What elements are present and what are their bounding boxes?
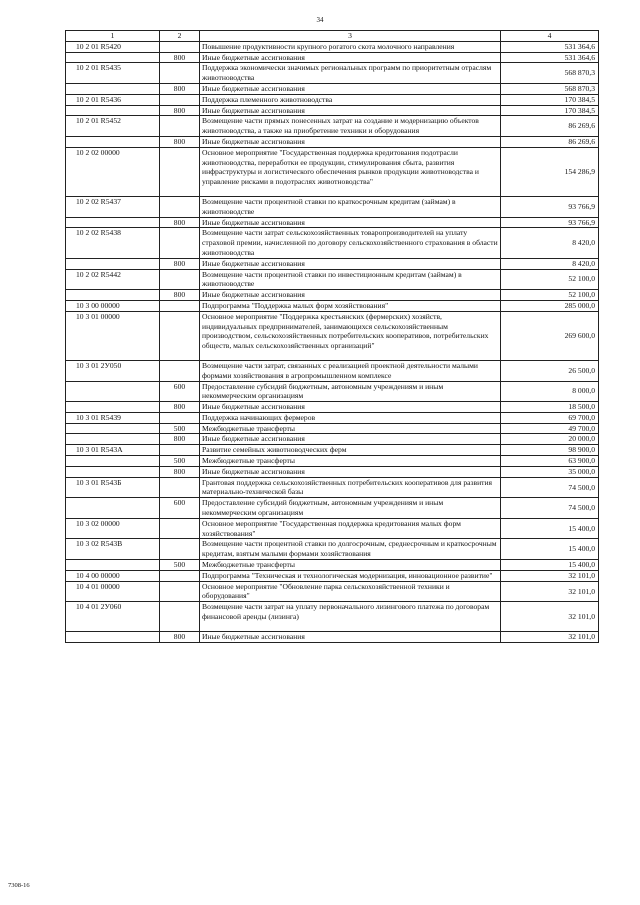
table-row — [66, 466, 599, 477]
row-amount: 8 420,0 — [501, 228, 599, 258]
row-expense-type: 800 — [160, 466, 200, 477]
row-code: 10 3 01 00000 — [66, 311, 160, 360]
row-amount: 32 101,0 — [501, 631, 599, 642]
table-row — [66, 196, 599, 217]
row-expense-type: 800 — [160, 434, 200, 445]
table-row — [66, 402, 599, 413]
row-amount: 285 000,0 — [501, 300, 599, 311]
table-row — [66, 412, 599, 423]
row-amount: 63 900,0 — [501, 456, 599, 467]
row-amount: 531 364,6 — [501, 41, 599, 52]
table-row — [66, 147, 599, 196]
row-amount: 93 766,9 — [501, 196, 599, 217]
row-description: Основное мероприятие "Государственная поддержка кредитования подотрасли животноводства, переработки ее продукции, стимулирования сбыта, развития инфраструктуры и логистического обеспечения рынков продукции животноводства и управление рисками в подотраслях животноводства" — [200, 147, 501, 196]
row-expense-type — [160, 412, 200, 423]
table-row — [66, 41, 599, 52]
table-row — [66, 63, 599, 84]
table-row — [66, 581, 599, 602]
row-expense-type — [160, 228, 200, 258]
row-amount: 86 269,6 — [501, 116, 599, 137]
row-amount: 74 500,0 — [501, 477, 599, 498]
table-row — [66, 105, 599, 116]
row-expense-type: 800 — [160, 105, 200, 116]
table-row — [66, 116, 599, 137]
row-expense-type: 800 — [160, 631, 200, 642]
row-description: Иные бюджетные ассигнования — [200, 258, 501, 269]
table-row — [66, 434, 599, 445]
row-description: Иные бюджетные ассигнования — [200, 631, 501, 642]
row-code: 10 3 01 R543А — [66, 445, 160, 456]
table-body — [66, 41, 599, 642]
row-description: Возмещение части прямых понесенных затрат на создание и модернизацию объектов животноводства, а также на приобретение техники и оборудования — [200, 116, 501, 137]
row-code — [66, 466, 160, 477]
row-description: Возмещение части затрат на уплату первоначального лизингового платежа по договорам финансовой аренды (лизинга) — [200, 602, 501, 632]
row-code: 10 2 01 R5435 — [66, 63, 160, 84]
table-row — [66, 258, 599, 269]
row-code — [66, 560, 160, 571]
row-amount: 52 100,0 — [501, 290, 599, 301]
row-amount: 32 101,0 — [501, 570, 599, 581]
row-expense-type — [160, 518, 200, 539]
table-row — [66, 217, 599, 228]
row-expense-type: 500 — [160, 456, 200, 467]
row-description: Подпрограмма "Техническая и технологическая модернизация, инновационное развитие" — [200, 570, 501, 581]
row-amount: 269 600,0 — [501, 311, 599, 360]
row-amount: 15 400,0 — [501, 560, 599, 571]
row-description: Возмещение части затрат сельскохозяйственных товаропроизводителей на уплату страховой премии, начисленной по договору сельскохозяйственного страхования в области животноводства — [200, 228, 501, 258]
row-description: Поддержка экономически значимых региональных программ по приоритетным отраслям животноводства — [200, 63, 501, 84]
row-expense-type — [160, 539, 200, 560]
row-code: 10 4 00 00000 — [66, 570, 160, 581]
table-row — [66, 423, 599, 434]
row-expense-type — [160, 94, 200, 105]
row-code: 10 3 02 R543В — [66, 539, 160, 560]
row-expense-type — [160, 311, 200, 360]
header-col-3: 3 — [200, 31, 501, 42]
row-description: Основное мероприятие "Поддержка крестьянских (фермерских) хозяйств, индивидуальных предпринимателей, занимающихся сельскохозяйственным производством, сельскохозяйственных потребительских кооперативов, потребительских обществ, малых сельскохозяйственных организаций" — [200, 311, 501, 360]
row-description: Подпрограмма "Поддержка малых форм хозяйствования" — [200, 300, 501, 311]
row-code: 10 3 01 R543Б — [66, 477, 160, 498]
table-row — [66, 228, 599, 258]
row-code — [66, 290, 160, 301]
row-description: Иные бюджетные ассигнования — [200, 83, 501, 94]
row-expense-type: 600 — [160, 498, 200, 519]
row-code: 10 3 01 R5439 — [66, 412, 160, 423]
row-description: Межбюджетные трансферты — [200, 560, 501, 571]
row-expense-type — [160, 581, 200, 602]
row-code — [66, 498, 160, 519]
row-expense-type — [160, 300, 200, 311]
row-code: 10 3 01 2У050 — [66, 360, 160, 381]
table-row — [66, 570, 599, 581]
row-expense-type: 800 — [160, 52, 200, 63]
row-code: 10 3 02 00000 — [66, 518, 160, 539]
row-description: Иные бюджетные ассигнования — [200, 290, 501, 301]
row-amount: 26 500,0 — [501, 360, 599, 381]
row-description: Предоставление субсидий бюджетным, автономным учреждениям и иным некоммерческим организациям — [200, 498, 501, 519]
table-row — [66, 498, 599, 519]
table-row — [66, 539, 599, 560]
table-header-row — [66, 31, 599, 42]
row-expense-type: 800 — [160, 258, 200, 269]
row-code: 10 2 01 R5436 — [66, 94, 160, 105]
table-row — [66, 602, 599, 632]
row-expense-type — [160, 602, 200, 632]
row-expense-type: 800 — [160, 217, 200, 228]
row-description: Развитие семейных животноводческих ферм — [200, 445, 501, 456]
row-code — [66, 52, 160, 63]
table-row — [66, 381, 599, 402]
row-expense-type: 800 — [160, 402, 200, 413]
row-description: Предоставление субсидий бюджетным, автономным учреждениям и иным некоммерческим организациям — [200, 381, 501, 402]
row-description: Иные бюджетные ассигнования — [200, 434, 501, 445]
row-description: Иные бюджетные ассигнования — [200, 105, 501, 116]
row-code: 10 2 02 R5442 — [66, 269, 160, 290]
row-expense-type — [160, 477, 200, 498]
table-row — [66, 300, 599, 311]
table-row — [66, 360, 599, 381]
row-description: Основное мероприятие "Государственная поддержка кредитования малых форм хозяйствования" — [200, 518, 501, 539]
row-amount: 52 100,0 — [501, 269, 599, 290]
row-amount: 32 101,0 — [501, 602, 599, 632]
row-description: Иные бюджетные ассигнования — [200, 402, 501, 413]
row-code: 10 3 00 00000 — [66, 300, 160, 311]
row-code — [66, 217, 160, 228]
row-description: Поддержка племенного животноводства — [200, 94, 501, 105]
row-expense-type — [160, 63, 200, 84]
row-amount: 8 420,0 — [501, 258, 599, 269]
row-amount: 8 000,0 — [501, 381, 599, 402]
row-amount: 35 000,0 — [501, 466, 599, 477]
row-code — [66, 456, 160, 467]
table-row — [66, 560, 599, 571]
row-expense-type — [160, 570, 200, 581]
row-amount: 32 101,0 — [501, 581, 599, 602]
row-amount: 170 384,5 — [501, 94, 599, 105]
row-amount: 93 766,9 — [501, 217, 599, 228]
row-description: Поддержка начинающих фермеров — [200, 412, 501, 423]
row-description: Иные бюджетные ассигнования — [200, 217, 501, 228]
row-expense-type — [160, 41, 200, 52]
row-description: Основное мероприятие "Обновление парка сельскохозяйственной техники и оборудования" — [200, 581, 501, 602]
row-code — [66, 83, 160, 94]
row-amount: 86 269,6 — [501, 136, 599, 147]
row-amount: 15 400,0 — [501, 518, 599, 539]
table-row — [66, 477, 599, 498]
row-expense-type: 500 — [160, 423, 200, 434]
row-expense-type — [160, 269, 200, 290]
row-amount: 568 870,3 — [501, 63, 599, 84]
budget-table — [65, 30, 599, 643]
row-amount: 531 364,6 — [501, 52, 599, 63]
row-code: 10 4 01 00000 — [66, 581, 160, 602]
row-code: 10 2 02 00000 — [66, 147, 160, 196]
row-expense-type — [160, 360, 200, 381]
row-code: 10 2 01 R5452 — [66, 116, 160, 137]
table-row — [66, 290, 599, 301]
table-row — [66, 631, 599, 642]
row-description: Возмещение части процентной ставки по краткосрочным кредитам (займам) в животноводстве — [200, 196, 501, 217]
row-amount: 69 700,0 — [501, 412, 599, 423]
row-code — [66, 136, 160, 147]
row-code: 10 4 01 2У060 — [66, 602, 160, 632]
row-code — [66, 381, 160, 402]
row-amount: 74 500,0 — [501, 498, 599, 519]
row-description: Иные бюджетные ассигнования — [200, 52, 501, 63]
row-amount: 170 384,5 — [501, 105, 599, 116]
row-description: Иные бюджетные ассигнования — [200, 466, 501, 477]
row-expense-type — [160, 445, 200, 456]
row-amount: 15 400,0 — [501, 539, 599, 560]
table-row — [66, 456, 599, 467]
header-col-4: 4 — [501, 31, 599, 42]
table-row — [66, 52, 599, 63]
row-code: 10 2 02 R5438 — [66, 228, 160, 258]
row-expense-type: 800 — [160, 290, 200, 301]
table-row — [66, 445, 599, 456]
table-row — [66, 269, 599, 290]
row-amount: 20 000,0 — [501, 434, 599, 445]
page-number: 34 — [316, 16, 324, 24]
row-code — [66, 631, 160, 642]
table-row — [66, 136, 599, 147]
row-amount: 568 870,3 — [501, 83, 599, 94]
row-amount: 18 500,0 — [501, 402, 599, 413]
table-row — [66, 311, 599, 360]
row-code: 10 2 02 R5437 — [66, 196, 160, 217]
row-expense-type — [160, 196, 200, 217]
row-code — [66, 105, 160, 116]
footer-code: 7308-16 — [8, 882, 30, 889]
row-expense-type — [160, 116, 200, 137]
row-description: Возмещение части затрат, связанных с реализацией проектной деятельности малыми формами хозяйствования в агропромышленном комплексе — [200, 360, 501, 381]
table-row — [66, 83, 599, 94]
row-description: Межбюджетные трансферты — [200, 456, 501, 467]
row-description: Межбюджетные трансферты — [200, 423, 501, 434]
header-col-1: 1 — [66, 31, 160, 42]
row-expense-type: 800 — [160, 136, 200, 147]
row-amount: 154 286,9 — [501, 147, 599, 196]
row-description: Возмещение части процентной ставки по долгосрочным, среднесрочным и краткосрочным кредитам, взятым малыми формами хозяйствования — [200, 539, 501, 560]
row-description: Повышение продуктивности крупного рогатого скота молочного направления — [200, 41, 501, 52]
row-code — [66, 402, 160, 413]
row-description: Иные бюджетные ассигнования — [200, 136, 501, 147]
row-expense-type: 600 — [160, 381, 200, 402]
row-code — [66, 423, 160, 434]
row-expense-type: 800 — [160, 83, 200, 94]
row-amount: 49 700,0 — [501, 423, 599, 434]
row-expense-type: 500 — [160, 560, 200, 571]
table-row — [66, 518, 599, 539]
header-col-2: 2 — [160, 31, 200, 42]
row-description: Возмещение части процентной ставки по инвестиционным кредитам (займам) в животноводстве — [200, 269, 501, 290]
table-row — [66, 94, 599, 105]
row-code — [66, 258, 160, 269]
row-description: Грантовая поддержка сельскохозяйственных потребительских кооперативов для развития материально-технической базы — [200, 477, 501, 498]
row-code: 10 2 01 R5420 — [66, 41, 160, 52]
row-expense-type — [160, 147, 200, 196]
row-amount: 98 900,0 — [501, 445, 599, 456]
row-code — [66, 434, 160, 445]
